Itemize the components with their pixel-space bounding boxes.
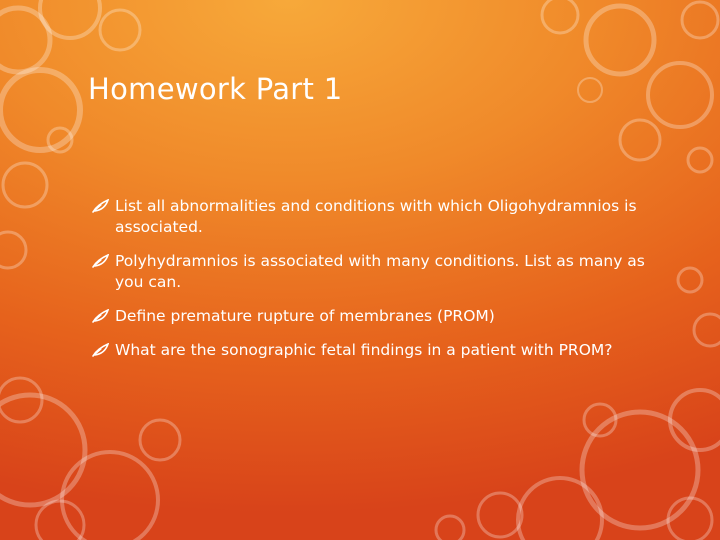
list-item: [92, 340, 652, 361]
bullet-text: Define premature rupture of membranes (PROM): [115, 307, 495, 325]
list-item: [92, 251, 652, 293]
list-item: [92, 306, 652, 327]
bullet-text: What are the sonographic fetal findings in a patient with PROM?: [115, 341, 613, 359]
bullet-text: Polyhydramnios is associated with many conditions. List as many as you can.: [115, 252, 645, 291]
leaf-icon: [92, 309, 109, 323]
bullet-text: List all abnormalities and conditions with which Oligohydramnios is associated.: [115, 197, 637, 236]
list-item: [92, 196, 652, 238]
leaf-icon: [92, 254, 109, 268]
slide-title: Homework Part 1: [88, 72, 343, 106]
leaf-icon: [92, 343, 109, 357]
leaf-icon: [92, 199, 109, 213]
bullet-list: [92, 196, 652, 374]
